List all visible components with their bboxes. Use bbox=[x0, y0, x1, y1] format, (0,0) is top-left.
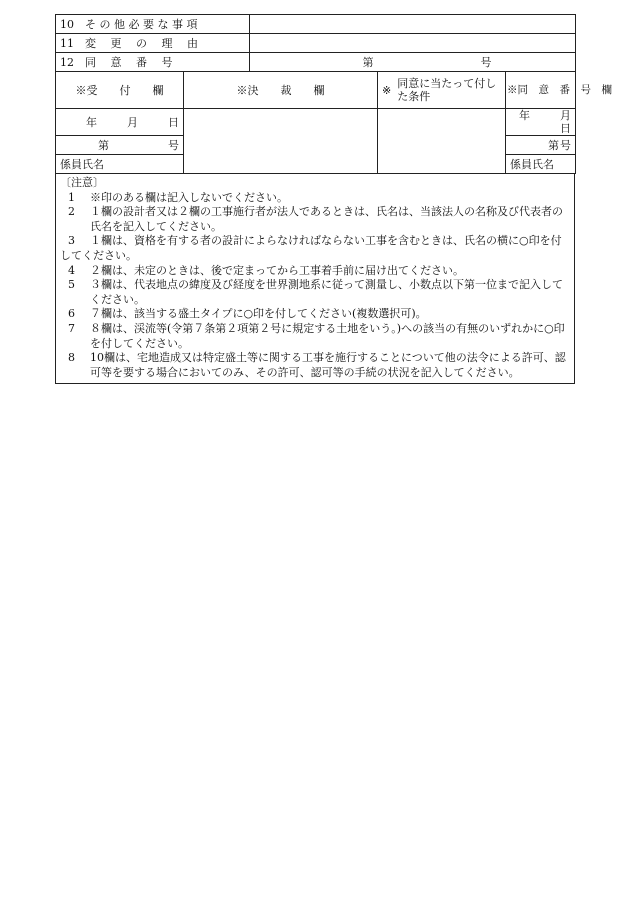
notes-title: 〔注意〕 bbox=[60, 176, 104, 189]
row-consent-number bbox=[56, 53, 576, 72]
note-number: 4 bbox=[68, 263, 75, 277]
note-item bbox=[60, 234, 570, 263]
row-change-reason bbox=[56, 34, 576, 53]
note-item bbox=[60, 307, 570, 322]
notes-section bbox=[55, 174, 575, 384]
label-consent-number: 12 同 意 番 号 bbox=[56, 53, 250, 72]
note-number: 6 bbox=[68, 307, 75, 321]
consent-month-label: 月 bbox=[560, 109, 572, 122]
application-form bbox=[55, 14, 613, 384]
note-number: 8 bbox=[68, 351, 75, 365]
header-conditions bbox=[378, 72, 506, 109]
note-text: ７欄は、該当する盛土タイプに○印を付してください(複数選択可)。 bbox=[90, 307, 427, 321]
consent-go: 号 bbox=[480, 55, 492, 69]
note-item bbox=[60, 278, 570, 307]
conditions-field[interactable] bbox=[378, 109, 506, 174]
consent-entry-dai: 第 bbox=[548, 138, 560, 152]
row-date bbox=[56, 109, 576, 136]
row-other-matters bbox=[56, 15, 576, 34]
note-text: ２欄は、未定のときは、後で定まってから工事着手前に届け出てください。 bbox=[90, 263, 464, 277]
consent-number-entry[interactable] bbox=[506, 136, 576, 155]
reception-month-label: 月 bbox=[127, 115, 138, 129]
label-other-matters: 10 そ の 他 必 要 な 事 項 bbox=[56, 15, 250, 34]
note-number: 5 bbox=[68, 278, 75, 292]
consent-dai: 第 bbox=[362, 55, 374, 69]
header-reception: ※受 付 欄 bbox=[56, 72, 184, 109]
header-conditions-mark: ※ bbox=[382, 83, 392, 97]
note-text: 10欄は、宅地造成又は特定盛土等に関する工事を施行することについて他の法令による許可、認可等を要する場合においてのみ、その許可、認可等の手続の状況を記入してください。 bbox=[90, 351, 566, 379]
reception-date[interactable] bbox=[56, 109, 184, 136]
note-text: ※印のある欄は記入しないでください。 bbox=[90, 190, 288, 204]
note-item bbox=[60, 191, 570, 206]
field-consent-number[interactable] bbox=[250, 53, 576, 72]
consent-entry-go: 号 bbox=[560, 138, 572, 152]
note-text: １欄の設計者又は２欄の工事施行者が法人であるときは、氏名は、当該法人の名称及び代表者の氏名を記入してください。 bbox=[90, 205, 563, 233]
note-item bbox=[60, 205, 570, 234]
reception-year-label: 年 bbox=[86, 115, 97, 129]
reception-number[interactable] bbox=[56, 136, 184, 155]
consent-day-label: 日 bbox=[560, 122, 572, 135]
note-item bbox=[60, 264, 570, 279]
note-number: 1 bbox=[68, 190, 75, 204]
note-number: 7 bbox=[68, 321, 75, 335]
decision-field[interactable] bbox=[184, 109, 378, 174]
form-table bbox=[55, 14, 613, 174]
reception-go: 号 bbox=[168, 138, 179, 152]
label-change-reason: 11 変 更 の 理 由 bbox=[56, 34, 250, 53]
note-text: ３欄は、代表地点の緯度及び経度を世界測地系に従って測量し、小数点以下第一位まで記入してください。 bbox=[90, 278, 563, 306]
consent-staff[interactable]: 係員氏名 bbox=[506, 155, 576, 174]
row-office-headers bbox=[56, 72, 576, 109]
reception-day-label: 日 bbox=[168, 115, 179, 129]
note-text: １欄は、資格を有する者の設計によらなければならない工事を含むときは、氏名の横に○印を付してください。 bbox=[60, 234, 562, 262]
header-decision: ※決 裁 欄 bbox=[184, 72, 378, 109]
reception-dai: 第 bbox=[98, 138, 109, 152]
note-number: 2 bbox=[68, 205, 75, 219]
field-change-reason[interactable] bbox=[250, 34, 576, 53]
note-text: ８欄は、渓流等(令第７条第２項第２号に規定する土地をいう。)への該当の有無のいずれかに○印を付してください。 bbox=[90, 321, 565, 350]
header-conditions-label: 同意に当たって付した条件 bbox=[397, 77, 497, 103]
note-item bbox=[60, 351, 570, 380]
note-item bbox=[60, 322, 570, 351]
consent-date[interactable] bbox=[506, 109, 576, 136]
reception-staff[interactable]: 係員氏名 bbox=[56, 155, 184, 174]
consent-year-label: 年 bbox=[519, 109, 531, 122]
header-consent-number-col: ※同 意 番 号 欄 bbox=[506, 72, 576, 109]
field-other-matters[interactable] bbox=[250, 15, 576, 34]
note-number: 3 bbox=[68, 234, 75, 248]
